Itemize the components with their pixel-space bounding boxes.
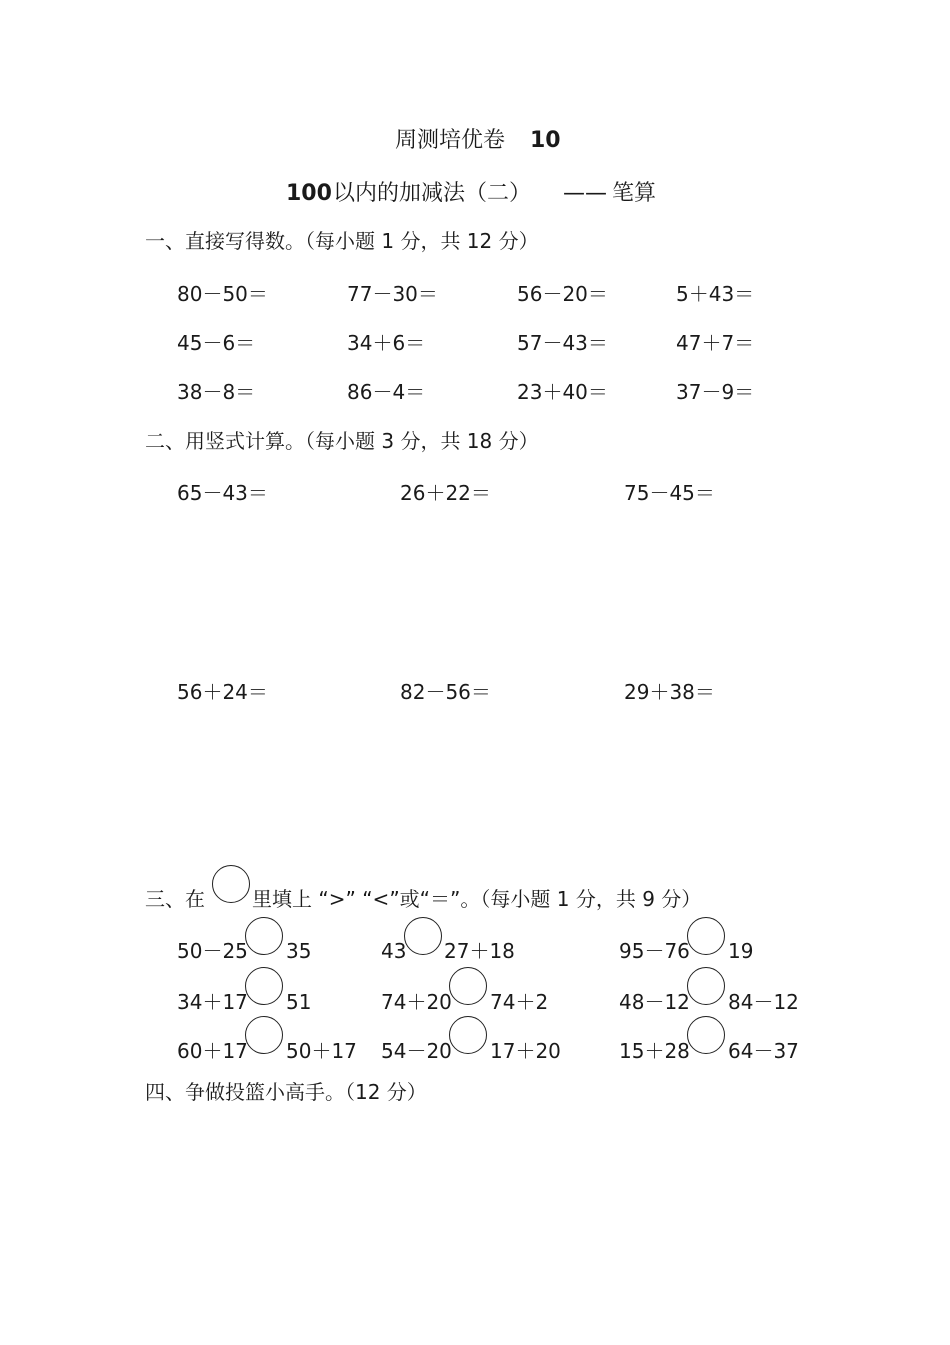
- section1-heading: 一、直接写得数。（每小题 1 分，共 12 分）: [145, 229, 539, 253]
- worksheet-title: 周测培优卷: [395, 128, 506, 153]
- section2-heading: 二、用竖式计算。（每小题 3 分，共 18 分）: [145, 429, 539, 453]
- compare-circle-input[interactable]: [245, 967, 283, 1005]
- compare-left: 54－20: [381, 1039, 452, 1063]
- subtitle-number: 100: [286, 181, 332, 206]
- compare-right: 84－12: [728, 990, 799, 1014]
- section3-heading-pre: 三、在: [145, 887, 205, 911]
- compare-left: 50－25: [177, 939, 248, 963]
- compare-circle-input[interactable]: [687, 917, 725, 955]
- s1-item: 5＋43＝: [676, 282, 755, 306]
- compare-circle-input[interactable]: [404, 917, 442, 955]
- compare-left: 95－76: [619, 939, 690, 963]
- compare-right: 64－37: [728, 1039, 799, 1063]
- s1-item: 47＋7＝: [676, 331, 755, 355]
- s2-item: 82－56＝: [400, 680, 491, 704]
- compare-circle-input[interactable]: [449, 1016, 487, 1054]
- compare-right: 35: [286, 939, 312, 963]
- s1-item: 23＋40＝: [517, 380, 608, 404]
- s1-item: 38－8＝: [177, 380, 256, 404]
- subtitle-text: 以内的加减法（二）: [333, 181, 532, 206]
- s2-item: 29＋38＝: [624, 680, 715, 704]
- s2-item: 75－45＝: [624, 481, 715, 505]
- compare-right: 50＋17: [286, 1039, 357, 1063]
- compare-left: 15＋28: [619, 1039, 690, 1063]
- compare-circle-input[interactable]: [687, 967, 725, 1005]
- s1-item: 80－50＝: [177, 282, 268, 306]
- compare-right: 19: [728, 939, 754, 963]
- compare-circle-input[interactable]: [245, 1016, 283, 1054]
- heading-circle-icon: [212, 865, 250, 903]
- s2-item: 65－43＝: [177, 481, 268, 505]
- section3-heading-post: 里填上 “>” “<”或“＝”。（每小题 1 分，共 9 分）: [252, 887, 702, 911]
- s1-item: 86－4＝: [347, 380, 426, 404]
- compare-left: 48－12: [619, 990, 690, 1014]
- subtitle-topic: 笔算: [612, 181, 657, 206]
- s1-item: 57－43＝: [517, 331, 608, 355]
- compare-right: 51: [286, 990, 312, 1014]
- s1-item: 37－9＝: [676, 380, 755, 404]
- compare-left: 74＋20: [381, 990, 452, 1014]
- s2-item: 56＋24＝: [177, 680, 268, 704]
- compare-left: 34＋17: [177, 990, 248, 1014]
- s1-item: 34＋6＝: [347, 331, 426, 355]
- s1-item: 45－6＝: [177, 331, 256, 355]
- compare-circle-input[interactable]: [245, 917, 283, 955]
- compare-left: 43: [381, 939, 407, 963]
- compare-right: 17＋20: [490, 1039, 561, 1063]
- compare-right: 27＋18: [444, 939, 515, 963]
- s1-item: 77－30＝: [347, 282, 438, 306]
- s2-item: 26＋22＝: [400, 481, 491, 505]
- worksheet-number: 10: [530, 128, 561, 153]
- compare-circle-input[interactable]: [687, 1016, 725, 1054]
- section4-heading: 四、争做投篮小高手。（12 分）: [145, 1080, 427, 1104]
- s1-item: 56－20＝: [517, 282, 608, 306]
- compare-left: 60＋17: [177, 1039, 248, 1063]
- subtitle-dash: ——: [563, 181, 607, 206]
- compare-right: 74＋2: [490, 990, 549, 1014]
- compare-circle-input[interactable]: [449, 967, 487, 1005]
